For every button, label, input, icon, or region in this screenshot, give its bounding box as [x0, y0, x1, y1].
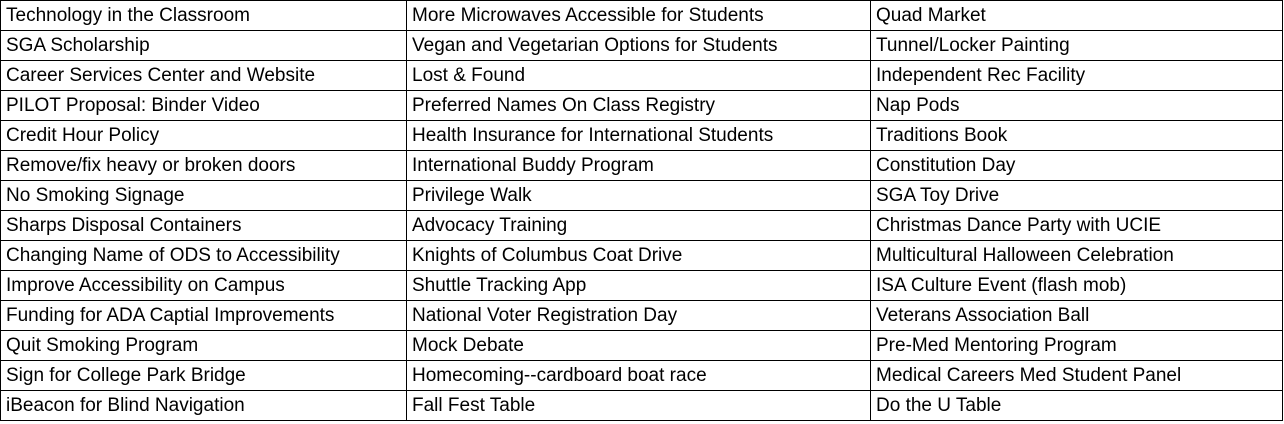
table-cell: Fall Fest Table: [407, 391, 871, 421]
table-row: [1, 331, 1283, 361]
table-cell: SGA Scholarship: [1, 31, 407, 61]
table-row: [1, 121, 1283, 151]
table-cell: Knights of Columbus Coat Drive: [407, 241, 871, 271]
table-cell: Advocacy Training: [407, 211, 871, 241]
table-cell: Career Services Center and Website: [1, 61, 407, 91]
table-row: [1, 211, 1283, 241]
table-cell: Funding for ADA Captial Improvements: [1, 301, 407, 331]
table-cell: Traditions Book: [871, 121, 1283, 151]
table-cell: Shuttle Tracking App: [407, 271, 871, 301]
table-cell: SGA Toy Drive: [871, 181, 1283, 211]
table-cell: Independent Rec Facility: [871, 61, 1283, 91]
table-row: [1, 271, 1283, 301]
table-cell: Remove/fix heavy or broken doors: [1, 151, 407, 181]
table-cell: Vegan and Vegetarian Options for Students: [407, 31, 871, 61]
table-cell: Health Insurance for International Students: [407, 121, 871, 151]
table-cell: Veterans Association Ball: [871, 301, 1283, 331]
table-cell: Sign for College Park Bridge: [1, 361, 407, 391]
table-row: [1, 181, 1283, 211]
table-row: [1, 301, 1283, 331]
table-cell: PILOT Proposal: Binder Video: [1, 91, 407, 121]
table-cell: Quit Smoking Program: [1, 331, 407, 361]
table-cell: Pre-Med Mentoring Program: [871, 331, 1283, 361]
table-cell: Sharps Disposal Containers: [1, 211, 407, 241]
table-body: [1, 1, 1283, 421]
table-cell: National Voter Registration Day: [407, 301, 871, 331]
table-cell: Preferred Names On Class Registry: [407, 91, 871, 121]
table-row: [1, 1, 1283, 31]
table-cell: More Microwaves Accessible for Students: [407, 1, 871, 31]
table-row: [1, 361, 1283, 391]
table-cell: Medical Careers Med Student Panel: [871, 361, 1283, 391]
table-cell: Constitution Day: [871, 151, 1283, 181]
table-cell: iBeacon for Blind Navigation: [1, 391, 407, 421]
table-row: [1, 151, 1283, 181]
table-row: [1, 91, 1283, 121]
table-cell: Christmas Dance Party with UCIE: [871, 211, 1283, 241]
table-cell: Quad Market: [871, 1, 1283, 31]
table-cell: Multicultural Halloween Celebration: [871, 241, 1283, 271]
table-cell: Credit Hour Policy: [1, 121, 407, 151]
table-row: [1, 61, 1283, 91]
table-cell: International Buddy Program: [407, 151, 871, 181]
table-row: [1, 31, 1283, 61]
table-cell: Privilege Walk: [407, 181, 871, 211]
table-cell: No Smoking Signage: [1, 181, 407, 211]
table-cell: Homecoming--cardboard boat race: [407, 361, 871, 391]
table-cell: Changing Name of ODS to Accessibility: [1, 241, 407, 271]
table-cell: Technology in the Classroom: [1, 1, 407, 31]
table-row: [1, 391, 1283, 421]
table-cell: Do the U Table: [871, 391, 1283, 421]
table-cell: ISA Culture Event (flash mob): [871, 271, 1283, 301]
table-cell: Nap Pods: [871, 91, 1283, 121]
table-cell: Tunnel/Locker Painting: [871, 31, 1283, 61]
table-cell: Improve Accessibility on Campus: [1, 271, 407, 301]
table-cell: Mock Debate: [407, 331, 871, 361]
table-cell: Lost & Found: [407, 61, 871, 91]
table-row: [1, 241, 1283, 271]
